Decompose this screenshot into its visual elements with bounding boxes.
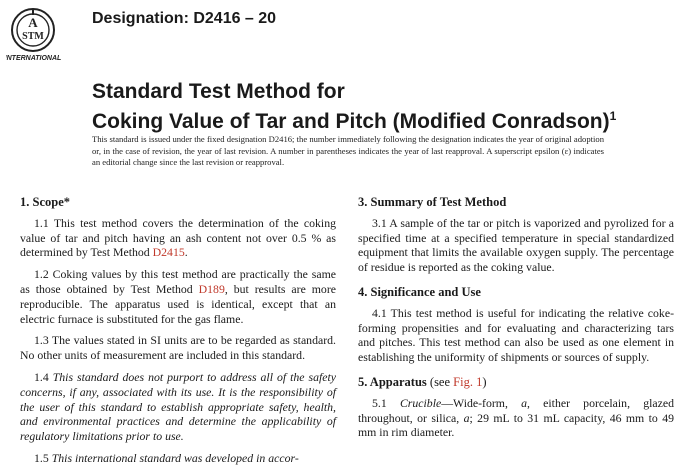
- section-5-heading: 5. Apparatus (see Fig. 1): [358, 374, 487, 389]
- right-column: [358, 195, 674, 447]
- d2415-link[interactable]: D2415: [152, 245, 185, 260]
- paragraph-5-1: 5.1 Crucible—Wide-form, a, either porcelain, glazed throughout, or silica, a; 29 mL to 31 mL capacity, 46 mm to 49 mm in rim diameter.: [358, 395, 674, 440]
- paragraph-1-2: 1.2 Coking values by this test method are practically the same as those obtained by Test Method D189, but results are more reproducible. The apparatus used is identical, except that an electric furnace is substituted for the gas flame.: [20, 267, 336, 326]
- title-line-2: Coking Value of Tar and Pitch (Modified Conradson)$^1$: [92, 109, 617, 133]
- d189-link[interactable]: D189: [198, 281, 225, 296]
- section-3-heading: 3. Summary of Test Method: [358, 195, 507, 209]
- left-column: [20, 195, 336, 473]
- astm-logo-icon: [6, 6, 88, 62]
- paragraph-4-1: 4.1 This test method is useful for indicating the relative coke-forming propensities and for evaluating and characterizing tars and pitches. This test method can also be used as one element in establishing the uniformity of shipments or sources of supply.: [358, 305, 674, 365]
- issuance-notice: This standard is issued under the fixed designation D2416; the number immediately following the designation indicates the year of original adoption or, in the case of revision, the year of last revision. A number in parentheses indicates the year of last reapproval. A superscript epsilon (ε) indicates an editorial change since the last revision or reapproval.: [92, 134, 604, 167]
- fig-1-link[interactable]: Fig. 1: [453, 374, 483, 389]
- paragraph-1-1: 1.1 This test method covers the determination of the coking value of tar and pitch having an ash content not over 0.5 % as determined by Test Method D2415.: [20, 215, 336, 260]
- svg-text:A: A: [28, 15, 38, 30]
- title-line-1: Standard Test Method for: [92, 80, 345, 103]
- title-footnote-marker[interactable]: 1: [609, 109, 617, 123]
- astm-logo: [6, 6, 88, 62]
- paragraph-1-3: 1.3 The values stated in SI units are to be regarded as standard. No other units of measurement are included in this standard.: [20, 333, 336, 363]
- svg-text:STM: STM: [22, 31, 44, 42]
- paragraph-1-5: 1.5 This international standard was developed in accor-: [34, 450, 299, 465]
- paragraph-3-1: 3.1 A sample of the tar or pitch is vaporized and pyrolized for a specified time at a specified temperature in special standardized equipment that limits the available oxygen supply. The percentage of residue is reported as the coking value.: [358, 215, 674, 275]
- paragraph-1-4: 1.4 This standard does not purport to address all of the safety concerns, if any, associated with its use. It is the responsibility of the user of this standard to establish appropriate safety, health, and environmental practices and determine the applicability of regulatory limitations prior to use.: [20, 369, 336, 444]
- section-1-heading: 1. Scope*: [20, 195, 70, 209]
- svg-text:INTERNATIONAL: INTERNATIONAL: [6, 55, 62, 62]
- designation: Designation: D2416 – 20: [92, 10, 277, 27]
- document-title: [92, 80, 616, 134]
- section-4-heading: 4. Significance and Use: [358, 284, 481, 299]
